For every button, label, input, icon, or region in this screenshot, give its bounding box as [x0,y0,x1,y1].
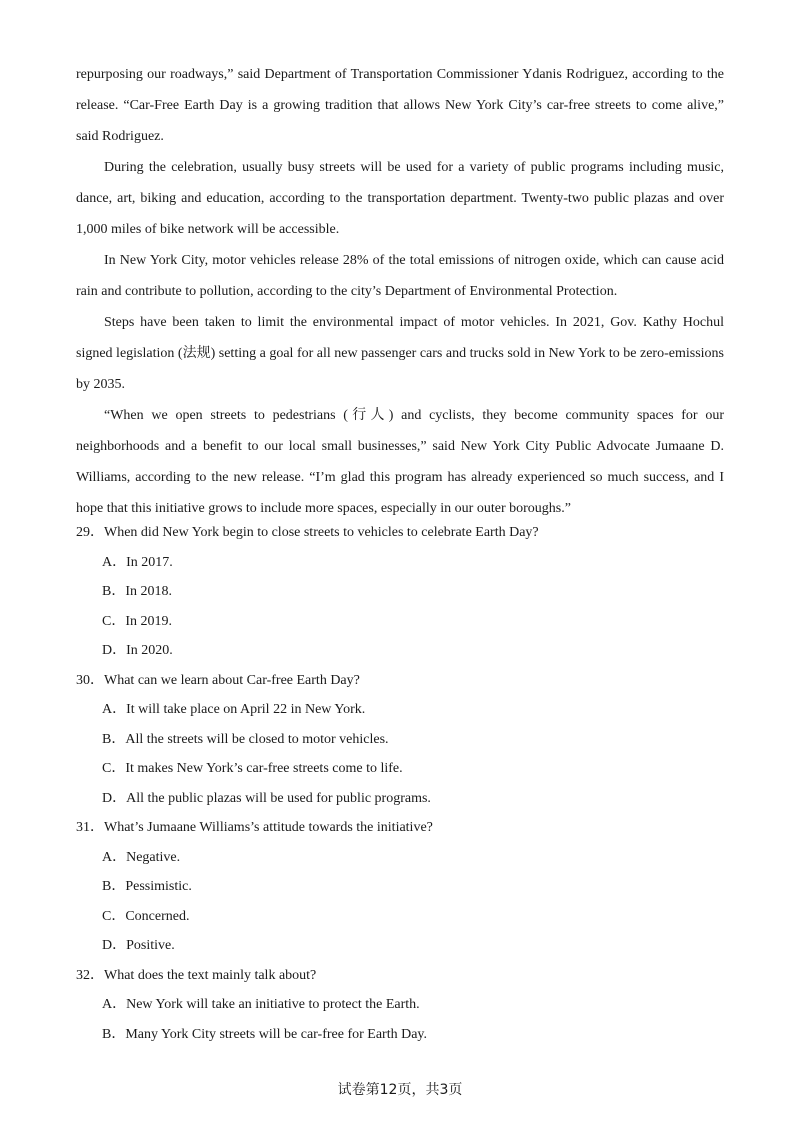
page-footer: 试卷第12页，共3页 [337,1082,463,1098]
answer-option-d: D．In 2020. [102,643,173,658]
question-30 [76,666,724,814]
question-stem: 31．What’s Jumaane Williams’s attitude towards the initiative? [76,820,433,835]
article-paragraph: Steps have been taken to limit the environmental impact of motor vehicles. In 2021, Gov. Kathy Hochul signed legislation (法规) setting a goal for all new passenger cars and trucks sold in New York to be zero-emissions by 2035. [76,315,724,392]
answer-option-b: B．All the streets will be closed to motor vehicles. [102,731,389,747]
question-29 [76,518,724,666]
article-paragraph: “When we open streets to pedestrians (行人) and cyclists, they become community spaces for our neighborhoods and a benefit to our local small businesses,” said New York City Public Advocate Jumaane D. Williams, according to the new release. “I’m glad this program has already experienced so much success, and I hope that this initiative grows to include more spaces, especially in our outer boroughs.” [76,408,724,516]
answer-option-b: B．Pessimistic. [102,879,192,894]
article-paragraph: During the celebration, usually busy streets will be used for a variety of public programs including music, dance, art, biking and education, according to the transportation department. Twenty-two public plazas and over 1,000 miles of bike network will be accessible. [76,160,724,237]
question-stem: 30．What can we learn about Car-free Earth Day? [76,672,360,688]
answer-option-c: C．It makes New York’s car-free streets come to life. [102,761,403,776]
article-paragraph: In New York City, motor vehicles release 28% of the total emissions of nitrogen oxide, which can cause acid rain and contribute to pollution, according to the city’s Department of Environmental Protection. [76,253,724,299]
question-31 [76,813,724,961]
answer-option-b: B．In 2018. [102,584,172,599]
article-paragraph: repurposing our roadways,” said Department of Transportation Commissioner Ydanis Rodriguez, according to the release. “Car-Free Earth Day is a growing tradition that allows New York City’s car-free streets to come alive,” said Rodriguez. [76,67,724,144]
answer-option-b: B．Many York City streets will be car-free for Earth Day. [102,1026,428,1042]
question-list [76,518,724,1049]
answer-option-a: A．Negative. [102,849,181,865]
question-32 [76,961,724,1050]
answer-option-a: A．It will take place on April 22 in New York. [102,702,366,717]
answer-option-a: A．New York will take an initiative to protect the Earth. [102,997,420,1012]
answer-option-a: A．In 2017. [102,554,173,570]
answer-option-d: D．All the public plazas will be used for public programs. [102,790,431,806]
answer-option-c: C．In 2019. [102,613,172,629]
question-stem: 29．When did New York begin to close streets to vehicles to celebrate Earth Day? [76,525,539,540]
answer-option-d: D．Positive. [102,938,175,953]
answer-option-c: C．Concerned. [102,908,190,924]
article-text [76,59,724,524]
question-stem: 32．What does the text mainly talk about? [76,967,317,983]
